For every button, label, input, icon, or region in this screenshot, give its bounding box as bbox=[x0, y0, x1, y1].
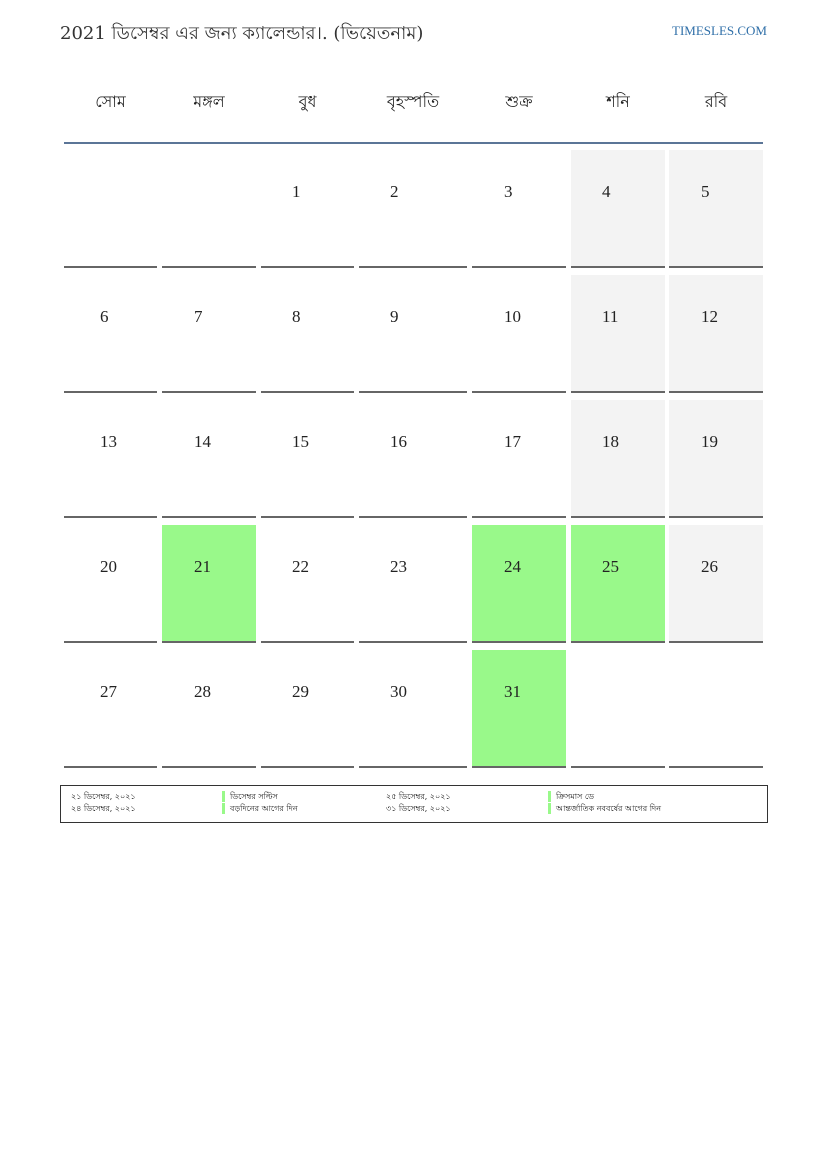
legend-holiday-name: আন্তর্জাতিক নববর্ষের আগের দিন bbox=[556, 804, 662, 813]
weekday-mon: সোম bbox=[95, 92, 126, 111]
legend-color-swatch bbox=[222, 791, 225, 802]
calendar-grid bbox=[60, 58, 768, 701]
legend-color-swatch bbox=[548, 791, 551, 802]
day-cell[interactable] bbox=[261, 525, 354, 643]
header-divider bbox=[64, 142, 763, 144]
day-number: 24 bbox=[504, 557, 521, 576]
day-cell[interactable] bbox=[669, 525, 763, 643]
day-cell[interactable] bbox=[669, 275, 763, 393]
day-number: 6 bbox=[100, 307, 109, 326]
legend-date: ২১ ডিসেম্বর, ২০২১ bbox=[71, 792, 136, 801]
site-link[interactable]: TIMESLES.COM bbox=[672, 23, 767, 38]
empty-day-cell bbox=[162, 150, 256, 268]
weekday-header bbox=[60, 58, 768, 143]
day-number: 3 bbox=[504, 182, 513, 201]
legend-holiday-name: ক্রিসমাস ডে bbox=[556, 792, 594, 801]
day-number: 17 bbox=[504, 432, 521, 451]
day-cell[interactable] bbox=[472, 525, 566, 643]
day-number: 22 bbox=[292, 557, 309, 576]
day-cell[interactable] bbox=[571, 150, 665, 268]
legend-holiday-name: ডিসেম্বর সল্টিস bbox=[230, 792, 278, 801]
day-cell[interactable] bbox=[261, 275, 354, 393]
legend-color-swatch bbox=[222, 803, 225, 814]
day-number: 21 bbox=[194, 557, 211, 576]
weekday-sun: রবি bbox=[704, 92, 728, 111]
day-cell[interactable] bbox=[162, 275, 256, 393]
legend-date: ২৪ ডিসেম্বর, ২০২১ bbox=[71, 804, 136, 813]
day-cell[interactable] bbox=[162, 525, 256, 643]
day-number: 8 bbox=[292, 307, 301, 326]
legend-color-swatch bbox=[548, 803, 551, 814]
day-cell[interactable] bbox=[64, 650, 157, 768]
day-cell[interactable] bbox=[64, 275, 157, 393]
day-number: 2 bbox=[390, 182, 399, 201]
day-number: 23 bbox=[390, 557, 407, 576]
day-cell[interactable] bbox=[359, 150, 467, 268]
day-cell[interactable] bbox=[261, 650, 354, 768]
day-number: 4 bbox=[602, 182, 611, 201]
day-cell[interactable] bbox=[669, 150, 763, 268]
day-number: 27 bbox=[100, 682, 117, 701]
legend-holiday-name: বড়দিনের আগের দিন bbox=[230, 804, 298, 813]
holiday-legend bbox=[60, 785, 768, 823]
legend-date: ৩১ ডিসেম্বর, ২০২১ bbox=[386, 804, 451, 813]
day-number: 29 bbox=[292, 682, 309, 701]
day-number: 12 bbox=[701, 307, 718, 326]
day-number: 13 bbox=[100, 432, 117, 451]
day-cell[interactable] bbox=[64, 525, 157, 643]
weekday-sat: শনি bbox=[606, 92, 630, 111]
day-cell[interactable] bbox=[669, 400, 763, 518]
day-number: 19 bbox=[701, 432, 718, 451]
day-cell[interactable] bbox=[64, 400, 157, 518]
weekday-fri: শুক্র bbox=[505, 92, 533, 111]
day-cell[interactable] bbox=[162, 650, 256, 768]
day-cell[interactable] bbox=[162, 400, 256, 518]
day-cell[interactable] bbox=[359, 650, 467, 768]
empty-day-cell bbox=[64, 150, 157, 268]
day-cell[interactable] bbox=[359, 525, 467, 643]
empty-day-cell bbox=[669, 650, 763, 768]
day-cell[interactable] bbox=[472, 275, 566, 393]
day-number: 20 bbox=[100, 557, 117, 576]
day-number: 9 bbox=[390, 307, 399, 326]
weekday-tue: মঙ্গল bbox=[193, 92, 225, 111]
day-cell[interactable] bbox=[571, 525, 665, 643]
day-number: 18 bbox=[602, 432, 619, 451]
weekday-wed: বুধ bbox=[298, 92, 317, 111]
day-cell[interactable] bbox=[359, 400, 467, 518]
day-number: 31 bbox=[504, 682, 521, 701]
day-cell[interactable] bbox=[359, 275, 467, 393]
day-number: 16 bbox=[390, 432, 407, 451]
page-title: 2021 ডিসেম্বর এর জন্য ক্যালেন্ডার।. (ভিয়েতনাম) bbox=[60, 23, 424, 44]
day-cell[interactable] bbox=[261, 400, 354, 518]
day-number: 1 bbox=[292, 182, 301, 201]
day-number: 11 bbox=[602, 307, 619, 326]
legend-date: ২৫ ডিসেম্বর, ২০২১ bbox=[386, 792, 451, 801]
day-cell[interactable] bbox=[571, 400, 665, 518]
day-number: 25 bbox=[602, 557, 619, 576]
day-cell[interactable] bbox=[472, 150, 566, 268]
day-number: 10 bbox=[504, 307, 521, 326]
day-cell[interactable] bbox=[571, 275, 665, 393]
day-number: 7 bbox=[194, 307, 203, 326]
day-number: 26 bbox=[701, 557, 718, 576]
day-number: 28 bbox=[194, 682, 211, 701]
day-cell[interactable] bbox=[472, 400, 566, 518]
day-number: 14 bbox=[194, 432, 211, 451]
empty-day-cell bbox=[571, 650, 665, 768]
day-number: 15 bbox=[292, 432, 309, 451]
day-cell[interactable] bbox=[472, 650, 566, 768]
day-number: 30 bbox=[390, 682, 407, 701]
weekday-thu: বৃহস্পতি bbox=[386, 92, 440, 111]
day-number: 5 bbox=[701, 182, 710, 201]
day-cell[interactable] bbox=[261, 150, 354, 268]
